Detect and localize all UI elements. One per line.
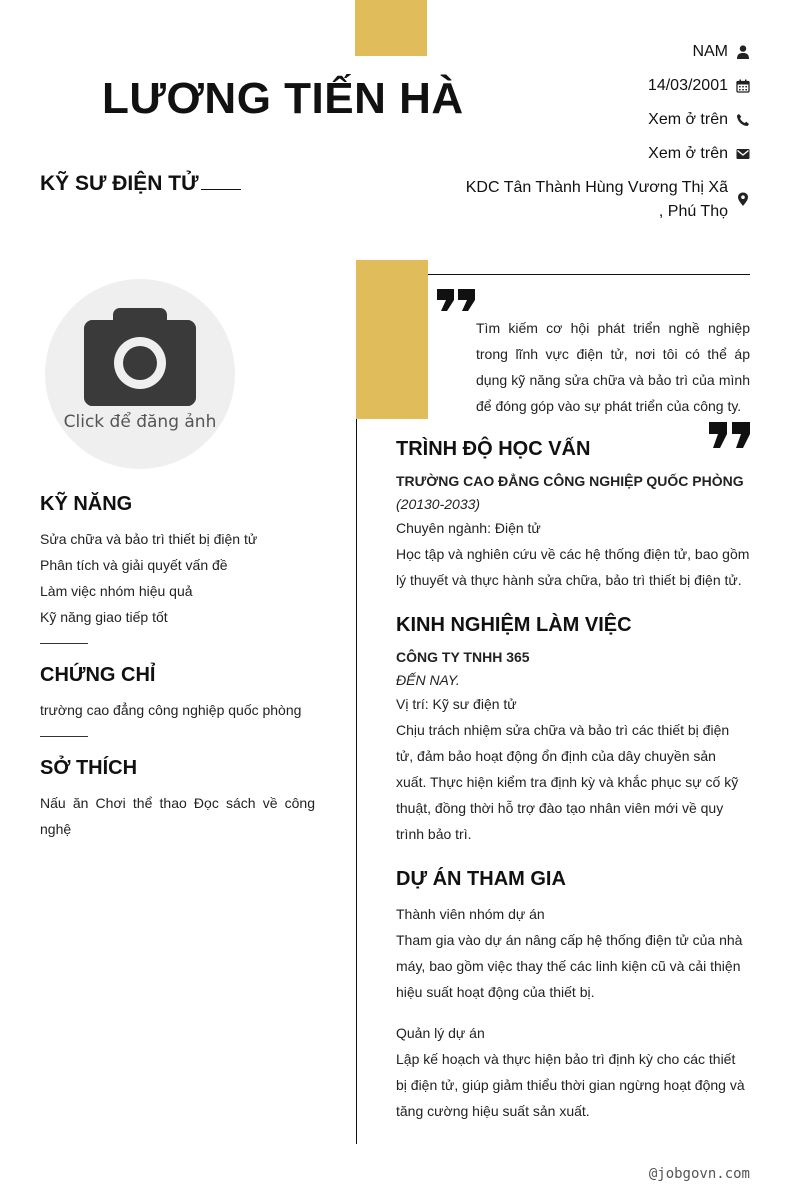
camera-icon (83, 307, 197, 407)
avatar-upload-label: Click để đăng ảnh (63, 412, 217, 432)
experience-title: KINH NGHIỆM LÀM VIỆC (396, 614, 632, 636)
experience-position: Vị trí: Kỹ sư điện tử (396, 696, 517, 712)
education-title: TRÌNH ĐỘ HỌC VẤN (396, 438, 591, 460)
close-quote-icon (709, 422, 750, 454)
calendar-icon (736, 79, 750, 93)
objective-top-rule (428, 274, 750, 275)
contact-birthday[interactable]: 14/03/2001 (647, 77, 728, 94)
skill-item: Sửa chữa và bảo trì thiết bị điện tử (40, 531, 258, 547)
contact-address[interactable] (466, 176, 728, 224)
address-line-2: , Phú Thọ (658, 203, 728, 220)
education-school: TRƯỜNG CAO ĐẲNG CÔNG NGHIỆP QUỐC PHÒNG (396, 473, 744, 489)
candidate-name[interactable]: LƯƠNG TIẾN HÀ (102, 74, 464, 123)
project-description: Lập kế hoạch và thực hiện bảo trì định kỳ cho các thiết bị điện tử, giúp giảm thiểu thời gian ngừng hoạt động và tăng cường hiệu suất sản xuất. (396, 1051, 745, 1119)
career-objective[interactable]: Tìm kiếm cơ hội phát triển nghề nghiệp trong lĩnh vực điện tử, nơi tôi có thể áp dụng kỹ năng sửa chữa và bảo trì của mình để đóng góp vào sự phát triển của công ty. (476, 320, 750, 414)
job-title[interactable] (40, 172, 241, 196)
experience-description: Chịu trách nhiệm sửa chữa và bảo trì các thiết bị điện tử, đảm bảo hoạt động ổn định của dây chuyền sản xuất. Thực hiện kiểm tra định kỳ và khắc phục sự cố kỹ thuật, đồng thời hỗ trợ đào tạo nhân viên mới về quy trình bảo trì. (396, 722, 739, 842)
address-line-1: KDC Tân Thành Hùng Vương Thị Xã (465, 179, 728, 196)
project-entry[interactable] (396, 1020, 750, 1124)
contact-phone[interactable]: Xem ở trên (648, 111, 728, 128)
project-entry[interactable] (396, 901, 750, 1005)
section-divider (40, 736, 88, 737)
certificates-title: CHỨNG CHỈ (40, 664, 156, 686)
job-title-underline (201, 175, 241, 190)
education-entry[interactable] (396, 469, 750, 593)
experience-entry[interactable] (396, 645, 750, 847)
phone-icon (736, 113, 750, 127)
contact-gender[interactable]: NAM (692, 43, 728, 60)
contact-email[interactable]: Xem ở trên (648, 145, 728, 162)
location-pin-icon (736, 192, 750, 206)
experience-company: CÔNG TY TNHH 365 (396, 649, 530, 665)
job-title-text: KỸ SƯ ĐIỆN TỬ (40, 172, 199, 195)
skills-title: KỸ NĂNG (40, 493, 133, 515)
hobbies-text[interactable]: Nấu ăn Chơi thể thao Đọc sách về công nghệ (40, 795, 315, 837)
watermark: @jobgovn.com (648, 1166, 750, 1182)
projects-title: DỰ ÁN THAM GIA (396, 868, 566, 890)
column-divider (356, 419, 357, 1144)
accent-bar-top (355, 0, 427, 56)
experience-period: ĐẾN NAY. (396, 672, 460, 688)
skill-item: Làm việc nhóm hiệu quả (40, 583, 193, 599)
education-major: Chuyên ngành: Điện tử (396, 520, 541, 536)
skills-list[interactable] (40, 526, 320, 630)
project-role: Thành viên nhóm dự án (396, 906, 545, 922)
skill-item: Phân tích và giải quyết vấn đề (40, 557, 228, 573)
hobbies-title: SỞ THÍCH (40, 757, 138, 779)
avatar-upload[interactable] (45, 279, 235, 469)
mail-icon (736, 147, 750, 161)
project-role: Quản lý dự án (396, 1025, 485, 1041)
accent-block-quote (356, 260, 428, 419)
user-icon (736, 45, 750, 59)
education-period: (20130-2033) (396, 496, 481, 512)
certificates-text[interactable]: trường cao đẳng công nghiệp quốc phòng (40, 702, 302, 718)
project-description: Tham gia vào dự án nâng cấp hệ thống điện tử của nhà máy, bao gồm việc thay thế các linh kiện cũ và cải thiện hiệu suất hoạt động của thiết bị. (396, 932, 743, 1000)
skill-item: Kỹ năng giao tiếp tốt (40, 609, 168, 625)
education-description: Học tập và nghiên cứu về các hệ thống điện tử, bao gồm lý thuyết và thực hành sửa chữa, bảo trì thiết bị điện tử. (396, 546, 750, 588)
section-divider (40, 643, 88, 644)
open-quote-icon (437, 289, 475, 318)
